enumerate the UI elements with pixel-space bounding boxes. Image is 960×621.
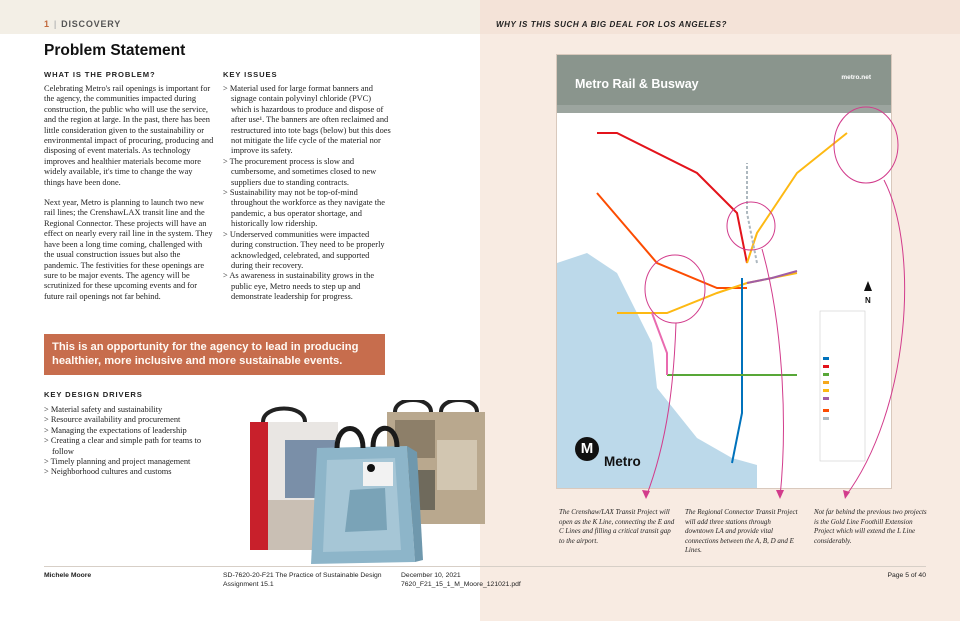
map-legend [820, 311, 865, 461]
issue-item: > The procurement process is slow and cumbersome, and sometimes closed to new suppliers due to standing contracts. [223, 157, 393, 188]
drivers-list [44, 405, 214, 478]
issue-item: > Sustainability may not be top-of-mind throughout the workforce as they navigate the pandemic, a bus operator shortage, and historically low ridership. [223, 188, 393, 230]
map-site: metro.net [841, 74, 871, 81]
issues-list [223, 84, 393, 303]
problem-heading: WHAT IS THE PROBLEM? [44, 70, 156, 79]
footer-course: SD-7620-20-F21 The Practice of Sustainable Design Assignment 15.1 [223, 572, 382, 588]
caption-crenshaw: The Crenshaw/LAX Transit Project will open as the K Line, connecting the E and C Lines and filling a critical transit gap to the airport. [559, 508, 675, 545]
map-header-band [557, 105, 891, 113]
section-number: 1 [44, 19, 50, 29]
section-label [44, 19, 121, 29]
metro-rail-map [557, 55, 891, 488]
driver-item: > Material safety and sustainability [44, 405, 214, 415]
metro-logo-icon: M [575, 437, 599, 461]
section-divider: | [53, 19, 58, 29]
issues-column [223, 70, 393, 303]
issues-heading: KEY ISSUES [223, 70, 278, 79]
footer-page-number: Page 5 of 40 [887, 572, 926, 579]
opportunity-callout [44, 334, 385, 375]
callout-text: This is an opportunity for the agency to lead in producing healthier, more inclusive and more sustainable events. [52, 341, 359, 367]
issue-item: > As awareness in sustainability grows in the public eye, Metro needs to step up and demonstrate leadership for progress. [223, 271, 393, 302]
issue-item: > Underserved communities were impacted during construction. They need to be properly acknowledged, celebrated, and supported during their recovery. [223, 230, 393, 272]
caption-foothill-extension: Not far behind the previous two projects is the Gold Line Foothill Extension Project which will extend the L Line considerably. [814, 508, 927, 545]
footer-author: Michele Moore [44, 572, 92, 579]
driver-item: > Resource availability and procurement [44, 415, 214, 425]
footer-divider [44, 566, 926, 567]
problem-column [44, 70, 214, 312]
drivers-heading: KEY DESIGN DRIVERS [44, 390, 143, 399]
map-graphic [557, 113, 891, 488]
north-label: N [865, 296, 871, 305]
page-title: Problem Statement [44, 42, 186, 59]
footer-file: 7620_F21_15_1_M_Moore_121021.pdf [401, 581, 521, 588]
section-name: DISCOVERY [61, 19, 122, 29]
driver-item: > Creating a clear and simple path for teams to follow [44, 436, 214, 457]
footer-date-file [401, 571, 561, 589]
metro-brand: Metro [604, 454, 641, 469]
tote-bag-front [311, 428, 423, 564]
map-title: Metro Rail & Busway [575, 77, 699, 91]
design-drivers [44, 390, 214, 478]
driver-item: > Timely planning and project management [44, 457, 214, 467]
driver-item: > Neighborhood cultures and customs [44, 467, 214, 477]
caption-regional-connector: The Regional Connector Transit Project will add three stations through downtown LA and provide vital connections between the A, B, D and E Lines. [685, 508, 798, 555]
issue-item: > Material used for large format banners and signage contain polyvinyl chloride (PVC) which is hazardous to produce and dispose of after use¹. The banners are often reclaimed and restructured into tote bags (below) but this does not mitigate the life cycle of the material nor improve its safety. [223, 84, 393, 157]
driver-item: > Managing the expectations of leadership [44, 426, 214, 436]
right-page-heading: WHY IS THIS SUCH A BIG DEAL FOR LOS ANGELES? [496, 20, 728, 29]
footer-date: December 10, 2021 [401, 572, 461, 579]
problem-paragraph-1: Celebrating Metro's rail openings is important for the agency, the communities impacted during construction, the public who will use the service, and the region at large. In the past, there has been little consideration given to the sustainability or environmental impact of procuring, producing and disposing of event materials. As technology improves and healthier materials become more widely available, it's time to change the way things have been done. [44, 84, 214, 187]
tote-bags-photo [245, 400, 495, 565]
problem-paragraph-2: Next year, Metro is planning to launch two new rail lines; the CrenshawLAX transit line and the Regional Connector. These projects will have an effect on nearly every rail line in the system. They have been a long time coming, challenged with the usual construction issues but also the pandemic. The festivities for these openings are sure to be major events. The agency will be scrutinized for these upcoming events and for future rail openings not far behind. [44, 198, 213, 301]
